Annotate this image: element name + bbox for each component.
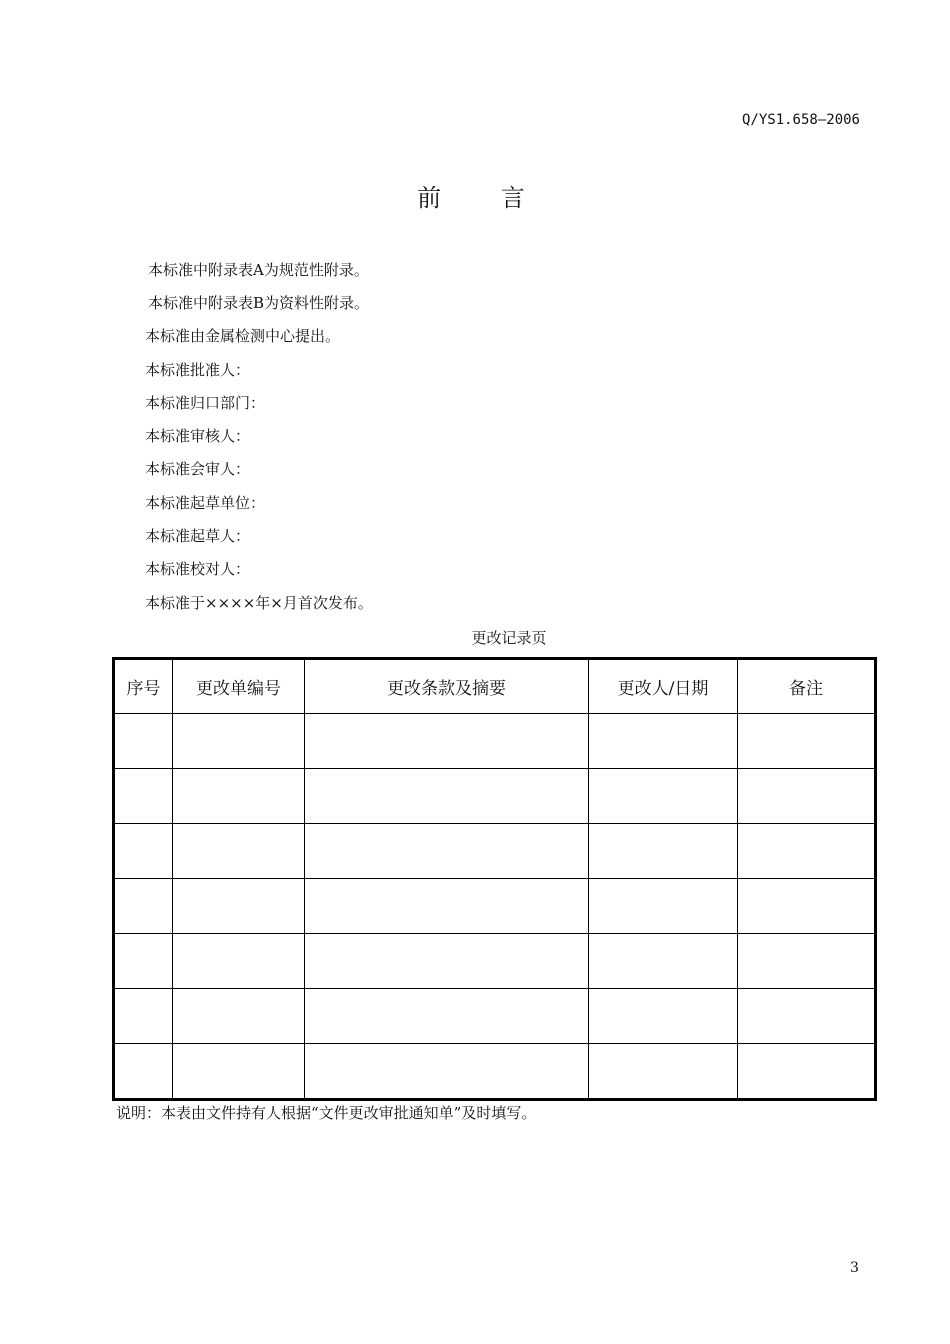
- column-header-remarks: 备注: [738, 659, 876, 714]
- page-title: 前 言: [417, 184, 551, 212]
- table-cell: [305, 989, 589, 1044]
- column-header-change-no: 更改单编号: [173, 659, 305, 714]
- table-cell: [114, 824, 173, 879]
- table-cell: [114, 714, 173, 769]
- table-cell: [173, 989, 305, 1044]
- table-cell: [589, 769, 738, 824]
- paragraph-proofreader: 本标准校对人：: [145, 560, 251, 578]
- change-record-table: [112, 657, 877, 1101]
- table-cell: [305, 714, 589, 769]
- table-cell: [173, 769, 305, 824]
- table-cell: [305, 1044, 589, 1100]
- column-header-seq: 序号: [114, 659, 173, 714]
- table-cell: [173, 934, 305, 989]
- table-cell: [738, 1044, 876, 1100]
- table-note: 说明：本表由文件持有人根据“文件更改审批通知单”及时填写。: [116, 1104, 537, 1122]
- table-row: [114, 879, 876, 934]
- column-header-person-date: 更改人/日期: [589, 659, 738, 714]
- table-cell: [589, 989, 738, 1044]
- table-cell: [173, 1044, 305, 1100]
- paragraph-reviewer: 本标准审核人：: [145, 427, 251, 445]
- page-number: 3: [850, 1260, 859, 1276]
- table-cell: [114, 989, 173, 1044]
- table-cell: [114, 934, 173, 989]
- table-cell: [114, 1044, 173, 1100]
- table-cell: [173, 824, 305, 879]
- table-header-row: [114, 659, 876, 714]
- table-cell: [738, 714, 876, 769]
- table-cell: [305, 879, 589, 934]
- table-cell: [589, 824, 738, 879]
- table-cell: [305, 824, 589, 879]
- table-cell: [738, 879, 876, 934]
- table-cell: [738, 769, 876, 824]
- table-cell: [738, 989, 876, 1044]
- paragraph-informative-appendix: 本标准中附录表B为资料性附录。: [148, 294, 370, 312]
- table-row: [114, 714, 876, 769]
- paragraph-co-reviewer: 本标准会审人：: [145, 460, 251, 478]
- table-row: [114, 824, 876, 879]
- paragraph-release-date: 本标准于××××年×月首次发布。: [145, 594, 373, 612]
- paragraph-normative-appendix: 本标准中附录表A为规范性附录。: [148, 261, 369, 279]
- table-cell: [173, 879, 305, 934]
- table-row: [114, 989, 876, 1044]
- table-cell: [114, 879, 173, 934]
- paragraph-approver: 本标准批准人：: [145, 361, 251, 379]
- table-cell: [173, 714, 305, 769]
- table-cell: [738, 824, 876, 879]
- table-row: [114, 934, 876, 989]
- table-cell: [589, 879, 738, 934]
- table-caption: 更改记录页: [471, 629, 547, 647]
- table-cell: [114, 769, 173, 824]
- table-cell: [738, 934, 876, 989]
- table-cell: [589, 714, 738, 769]
- table-row: [114, 769, 876, 824]
- paragraph-proposer: 本标准由金属检测中心提出。: [145, 327, 341, 345]
- table-cell: [305, 769, 589, 824]
- table-cell: [589, 934, 738, 989]
- table-cell: [589, 1044, 738, 1100]
- paragraph-department: 本标准归口部门：: [145, 394, 266, 412]
- column-header-clause-summary: 更改条款及摘要: [305, 659, 589, 714]
- document-code: Q/YS1.658—2006: [741, 112, 860, 128]
- table-row: [114, 1044, 876, 1100]
- paragraph-drafting-unit: 本标准起草单位：: [145, 494, 266, 512]
- paragraph-drafter: 本标准起草人：: [145, 527, 251, 545]
- table-cell: [305, 934, 589, 989]
